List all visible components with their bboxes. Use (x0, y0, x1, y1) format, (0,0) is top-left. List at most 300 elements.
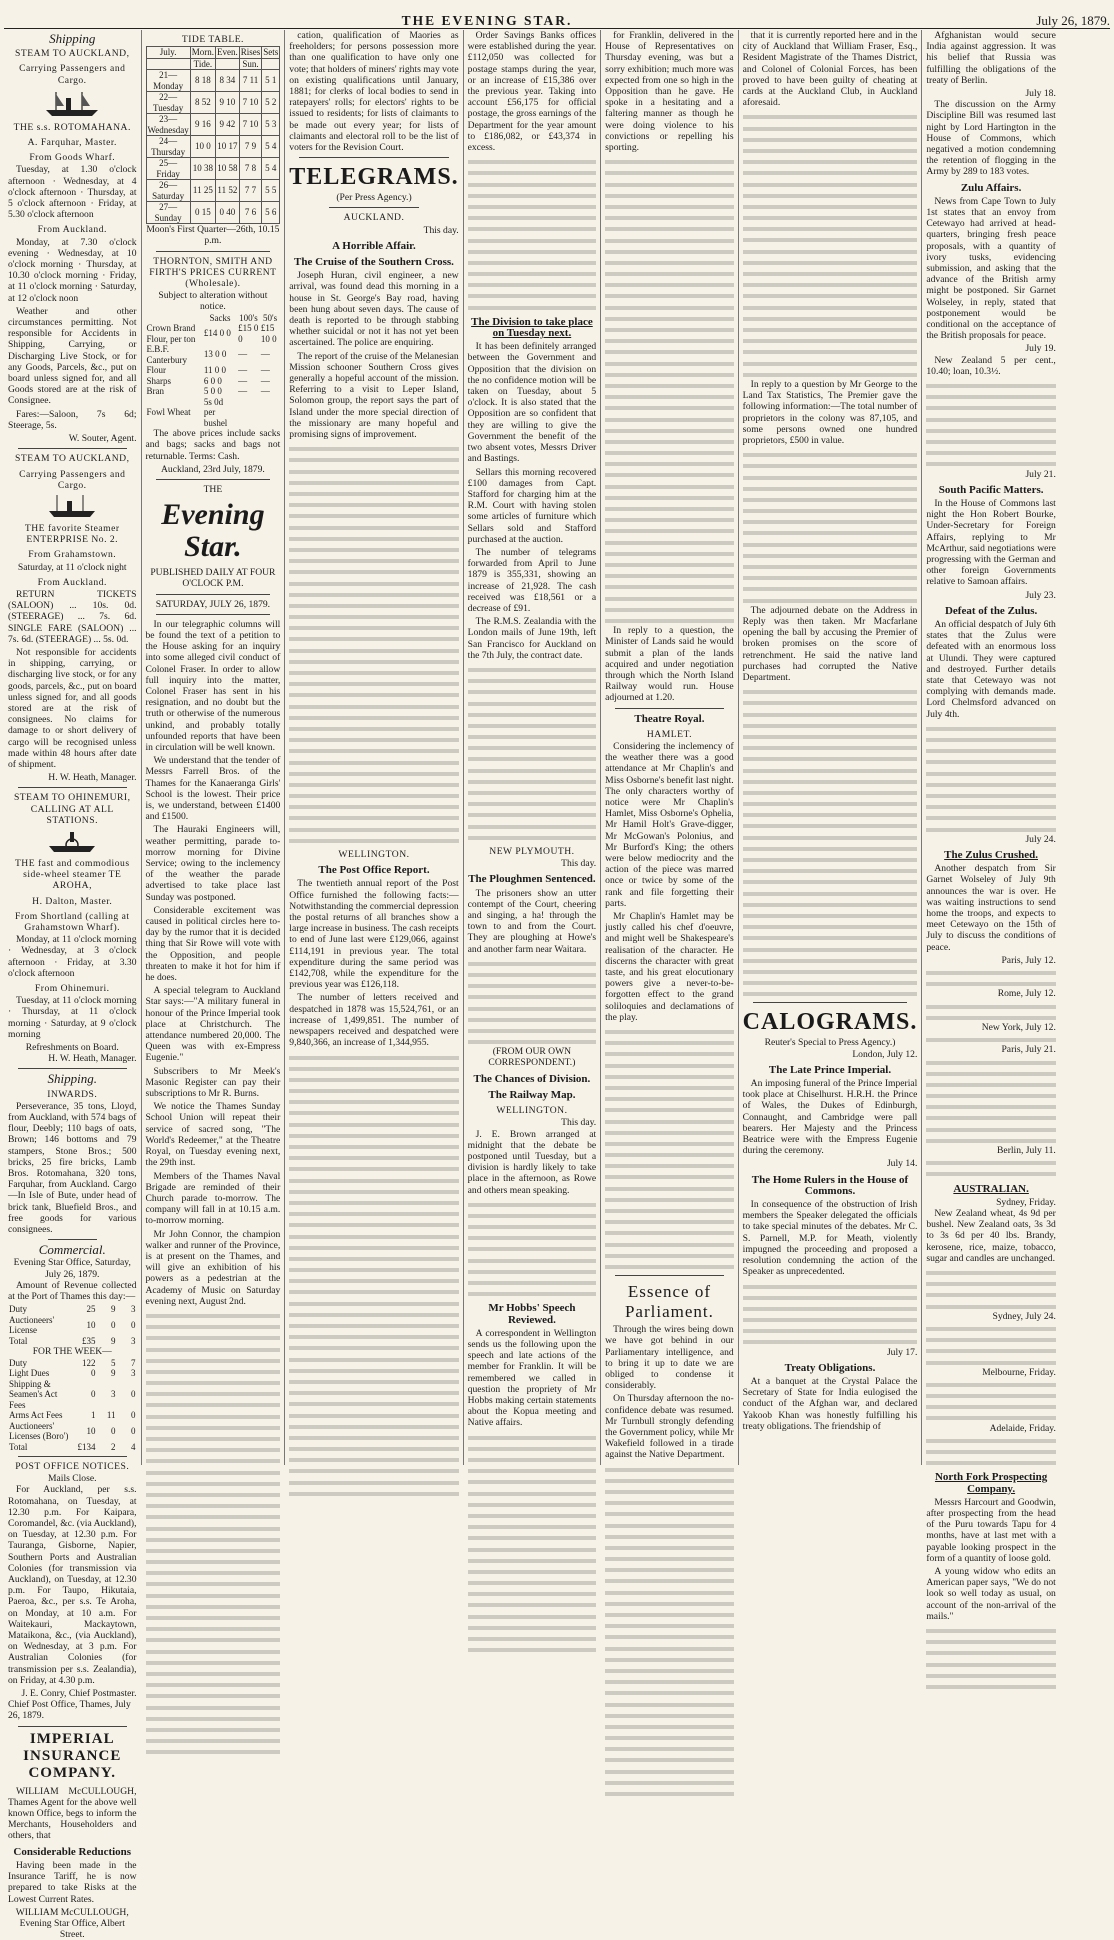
text-line (289, 733, 458, 744)
moon-phase: Moon's First Quarter—26th, 10.15 p.m. (146, 224, 280, 247)
text-line (926, 1646, 1056, 1657)
divider (753, 1002, 908, 1003)
text-line (926, 1056, 1056, 1067)
prices-row (146, 365, 281, 376)
text-line (289, 1487, 458, 1498)
text-line (468, 1487, 597, 1498)
text-line (605, 502, 734, 513)
text-line (289, 744, 458, 755)
text-line (289, 487, 458, 498)
theatre-royal-heading: Theatre Royal. (634, 712, 705, 725)
prices-cell: £15 10 0 (260, 323, 277, 344)
chances-heading: The Chances of Division. (473, 1072, 591, 1085)
calograms-heading: CALOGRAMS. (742, 1009, 918, 1036)
text-line (146, 1723, 281, 1734)
rotomahana-note: Weather and other circumstances permitting. Not responsible for Accidents in Shipping, Carrying, or Discharging Live Stock, or for any Goods, Parcels, &c., put on board unless signed for, and all Goods stored are at the risk of Consignee. (8, 305, 137, 407)
text-line (743, 730, 918, 741)
revenue-amount: 2 (111, 1441, 116, 1452)
text-line (926, 1089, 1056, 1100)
text-line (605, 1675, 734, 1686)
text-line (289, 1319, 458, 1330)
text-line (146, 1544, 281, 1555)
text-line (289, 554, 458, 565)
article-paragraph: On Thursday afternoon the no-confidence debate was resumed. Mr Turnbull strongly defending the Government policy, while Mr Wakefield followed in a tirade against the Native Department. (605, 1393, 734, 1461)
article-paragraph: It has been definitely arranged between the Government and Opposition that the division on the no confidence motion will be taken on Tuesday, about 5 o'clock. It is also stated that the Opposition are so confident that they are willing to give the Government the benefit of the two absent votes, Messrs Driver and Bastings. (467, 341, 597, 465)
dateline-rome: Rome, July 12. (997, 988, 1056, 1000)
revenue-table-week (8, 1358, 137, 1453)
dateline-sydney: Sydney, Friday. (996, 1196, 1056, 1208)
tide-cell: 7 11 (239, 70, 262, 92)
text-line (926, 1322, 1056, 1333)
text-line (605, 178, 734, 189)
tide-column-header: Morn. (191, 47, 215, 58)
revenue-row (8, 1421, 137, 1442)
prices-table (146, 313, 281, 429)
prices-column-header: 50's (262, 312, 278, 323)
text-line (146, 1667, 281, 1678)
revenue-row (8, 1358, 137, 1369)
illegible-text-block (468, 1431, 597, 1655)
illegible-text-block (926, 1156, 1056, 1178)
text-line (605, 524, 734, 535)
text-line (146, 1589, 281, 1600)
text-line (926, 1344, 1056, 1355)
text-line (605, 1630, 734, 1641)
article-paragraph: News from Cape Town to July 1st states that an envoy from Cetewayo had arrived at head-quarters, bringing fresh peace proposals, with a quantity of ivory tusks, evidencing submission, and asking that the advance of the British army might be postponed. Sir Garnet Wolseley, in reply, stated that postponement would be conditional on the acceptance of the British proposals for peace. (926, 195, 1056, 342)
leader-paragraph: In our telegraphic columns will be found the text of a petition to the House asking for an inquiry into some alleged civil conduct of Colonel Fraser. In order to allow full inquiry into the matter, Colonel Fraser has sent in his resignation, and no doubt but the truth or otherwise of the numerous unkind, and probably totally unfounded reports that have been in circulation will be well known. (145, 618, 281, 753)
text-line (605, 1025, 734, 1036)
revenue-amount: 122 (82, 1357, 96, 1368)
text-line (146, 1622, 281, 1633)
text-line (468, 200, 597, 211)
text-line (926, 1635, 1056, 1646)
leader-paragraph: Considerable excitement was caused in political circles here to-day by the rumor that it is decided thing that Sir Rowe will vote with the Opposition, and people threaten to make it hot for him if he does. (145, 904, 281, 984)
divider (18, 448, 127, 449)
text-line (926, 966, 1056, 977)
illegible-text-block (605, 155, 734, 625)
text-line (743, 582, 918, 593)
text-line (605, 1226, 734, 1237)
steamship-icon (45, 493, 99, 519)
divider (299, 157, 448, 158)
defeat-zulus-heading: Defeat of the Zulus. (944, 604, 1038, 617)
text-line (926, 800, 1056, 811)
enterprise-from-g: From Grahamstown. (28, 549, 117, 561)
illegible-text-block (468, 663, 597, 842)
imperial-address: Evening Star Office, Albert Street. (19, 1917, 125, 1940)
text-line (289, 1084, 458, 1095)
revenue-amount: £134 (77, 1441, 96, 1452)
text-line (146, 1633, 281, 1644)
illegible-text-block (605, 1463, 734, 1799)
prices-column-header (146, 313, 203, 324)
text-line (605, 457, 734, 468)
text-line (468, 957, 597, 968)
text-line (605, 580, 734, 591)
text-line (605, 1463, 734, 1474)
text-line (743, 345, 918, 356)
text-line (743, 312, 918, 323)
this-day-label: This day. (561, 858, 597, 870)
text-line (605, 1530, 734, 1541)
text-line (289, 834, 458, 845)
text-line (605, 1586, 734, 1597)
south-pacific-heading: South Pacific Matters. (938, 483, 1044, 496)
text-line (605, 491, 734, 502)
prices-row (146, 376, 281, 387)
text-line (605, 357, 734, 368)
text-line (605, 312, 734, 323)
revenue-amount: 3 (131, 1368, 136, 1378)
rotomahana-schedule-2: Monday, at 7.30 o'clock evening · Wednesday, at 10 o'clock morning · Thursday, at 10.30 o'clock morning · Friday, at 11 o'clock morning · Saturday, at 12 o'clock noon (8, 236, 137, 304)
tide-column-header: Sets (263, 47, 279, 58)
divider (156, 614, 271, 615)
text-line (926, 1389, 1056, 1400)
text-line (605, 234, 734, 245)
text-line (605, 1731, 734, 1742)
text-line (289, 521, 458, 532)
text-line (289, 577, 458, 588)
text-line (743, 842, 918, 853)
revenue-intro: Amount of Revenue collected at the Port of Thames this day:— (8, 1279, 137, 1303)
text-line (605, 301, 734, 312)
hobbs-heading: Mr Hobbs' Speech Reviewed. (488, 1302, 576, 1326)
text-line (146, 1354, 281, 1365)
ohinemuri-schedule-2: Tuesday, at 11 o'clock morning · Thursday, at 11 o'clock morning · Saturday, at 9 o'clock morning (8, 995, 137, 1040)
leader-paragraph: We notice the Thames Sunday School Union will repeat their service of sacred song, "The World's Redeemer," at the Theatre Royal, on Tuesday evening next, the 29th inst. (145, 1101, 281, 1169)
text-line (743, 211, 918, 222)
text-line (743, 685, 918, 696)
text-line (146, 1600, 281, 1611)
own-correspondent-credit: (FROM OUR OWN CORRESPONDENT.) (488, 1046, 576, 1069)
text-line (743, 1335, 918, 1346)
text-line (743, 323, 918, 334)
prices-current-subheading: Subject to alteration without notice. (158, 290, 268, 313)
text-line (605, 278, 734, 289)
text-line (289, 823, 458, 834)
text-line (468, 189, 597, 200)
text-line (743, 1291, 918, 1302)
text-line (605, 1709, 734, 1720)
text-line (289, 610, 458, 621)
illegible-text-block (743, 685, 918, 998)
text-line (743, 526, 918, 537)
article-paragraph: The discussion on the Army Discipline Bill was resumed last night by Lord Hartington in the House of Commons, which negatived a motion condemning the retention of flogging in the Army by 289 to 183 votes. (926, 99, 1056, 178)
text-line (289, 1409, 458, 1420)
text-line (605, 1619, 734, 1630)
revenue-amount: 1 (91, 1410, 96, 1420)
text-line (468, 1220, 597, 1231)
text-line (743, 741, 918, 752)
text-line (605, 1260, 734, 1271)
tide-cell: 8 52 (190, 92, 215, 114)
text-line (146, 1343, 281, 1354)
page-header (4, 4, 1110, 29)
text-line (289, 599, 458, 610)
text-line (605, 1204, 734, 1215)
commercial-heading: Commercial. (38, 1242, 106, 1258)
text-line (743, 368, 918, 379)
text-line (926, 1456, 1056, 1467)
post-office-signature: J. E. Conry, Chief Postmaster. (21, 1688, 137, 1700)
text-line (926, 457, 1056, 468)
illegible-text-block (468, 1198, 597, 1299)
tide-cell: 7 9 (239, 136, 262, 158)
prices-cell: E.B.F. Canterbury (146, 344, 187, 365)
article-paragraph: The report of the cruise of the Melanesian Mission schooner Southern Cross gives generally a hopeful account of the mission. Referring to a visit to Leper Island, Solomon group, the report says the part of Island under the more special direction of the missionary are many hopeful and promising signs of improvement. (289, 350, 459, 441)
text-line (743, 189, 918, 200)
dateline-adelaide: Adelaide, Friday. (989, 1422, 1056, 1434)
text-line (146, 1466, 281, 1477)
text-line (926, 1624, 1056, 1635)
tide-cell: 10 38 (190, 158, 215, 180)
text-line (605, 1664, 734, 1675)
tide-cell: 0 15 (190, 202, 215, 224)
text-line (926, 1111, 1056, 1122)
text-line (468, 1587, 597, 1598)
text-line (743, 233, 918, 244)
article-paragraph: Mr Chaplin's Hamlet may be justly called his chef d'oeuvre, and might well be Shakespeare's realisation of the character. He discerns the character with great taste, and his great elocutionary powers give a never-to-be-forgotten effect to the grand soliloquies and declamations of the play. (605, 910, 734, 1023)
text-line (926, 1033, 1056, 1044)
text-line (289, 1420, 458, 1431)
text-line (926, 1123, 1056, 1134)
post-office-report-heading: The Post Office Report. (318, 864, 430, 877)
text-line (605, 1170, 734, 1181)
illegible-text-block (926, 379, 1056, 469)
column-6 (739, 30, 923, 1465)
text-line (926, 1434, 1056, 1445)
revenue-label: Duty (9, 1357, 27, 1368)
prices-column-header: 100's (239, 312, 258, 323)
post-office-subheading: Mails Close. (47, 1473, 97, 1485)
text-line (146, 1701, 281, 1712)
illegible-text-block (926, 1378, 1056, 1423)
prices-row (146, 386, 281, 397)
text-line (289, 1118, 458, 1129)
home-rulers-heading: The Home Rulers in the House of Commons. (751, 1173, 909, 1197)
text-line (146, 1645, 281, 1656)
article-paragraph: The adjourned debate on the Address in Reply was then taken. Mr Macfarlane opening the ball by accusing the Premier of broken promises on the score of retrenchment. He said the native land purchases had corrupted the Native Department. (742, 604, 918, 683)
text-line (468, 1498, 597, 1509)
tide-cell: 10 58 (216, 158, 240, 180)
prices-cell: 11 0 0 (203, 365, 226, 376)
text-line (289, 722, 458, 733)
revenue-label: Total (9, 1335, 28, 1346)
illegible-text-block (468, 957, 597, 1047)
article-paragraph: An imposing funeral of the Prince Imperial took place at Chiselhurst. H.R.H. the Prince of Wales, the Dukes of Edinburgh, Connaught, and Cambridge were pall bearers. Her Majesty and the Princess Beatrice were with the Empress Eugenie during the ceremony. (742, 1078, 918, 1157)
text-line (605, 1698, 734, 1709)
text-line (926, 722, 1056, 733)
text-line (605, 480, 734, 491)
text-line (605, 334, 734, 345)
dateline-paris: Paris, July 12. (1001, 954, 1056, 966)
text-line (468, 1254, 597, 1265)
text-line (605, 1115, 734, 1126)
rotomahana-master: A. Farquhar, Master. (27, 137, 117, 149)
text-line (926, 379, 1056, 390)
enterprise-note: Not responsible for accidents in shipping, carrying, or discharging live stock, or for any goods, parcels, &c., put on board unless signed for, and all goods stored are at the risk of consignees. No claims for damage to or short delivery of cargo will be recognised unless made within 48 hours after date of shipment. (8, 646, 137, 770)
leader-paragraph: Subscribers to Mr Meek's Masonic Register can pay their subscriptions to Mr R. Burns. (145, 1065, 281, 1100)
ohinemuri-refresh: Refreshments on Board. (25, 1042, 119, 1054)
dateline-july-24: July 24. (1025, 833, 1056, 845)
text-line (605, 592, 734, 603)
text-line (289, 1106, 458, 1117)
text-line (468, 1464, 597, 1475)
text-line (743, 122, 918, 133)
for-week-label: FOR THE WEEK— (32, 1346, 112, 1358)
article-paragraph: The R.M.S. Zealandia with the London mails of June 19th, left San Francisco for Auckland on the 7th July, the contract date. (467, 616, 597, 661)
prices-cell: Flour (146, 365, 167, 376)
text-line (926, 1167, 1056, 1178)
text-line (146, 1398, 281, 1409)
prices-cell: Crown Brand Flour, per ton (146, 323, 196, 344)
text-line (743, 504, 918, 515)
text-line (926, 811, 1056, 822)
text-line (289, 442, 458, 453)
text-line (926, 1680, 1056, 1691)
prices-cell: Fowl Wheat (146, 407, 191, 418)
text-line (743, 549, 918, 560)
text-line (605, 1552, 734, 1563)
text-line (289, 1308, 458, 1319)
tide-cell: 22—Tuesday (146, 92, 190, 114)
imperial-text: WILLIAM McCULLOUGH, Thames Agent for the above well known Office, begs to inform the Merchants, Householders and others, that (8, 1785, 137, 1842)
dateline-july-23: July 23. (1025, 589, 1056, 601)
text-line (743, 954, 918, 965)
text-line (468, 1598, 597, 1609)
dateline-wellington: WELLINGTON. (496, 1105, 568, 1117)
text-line (468, 786, 597, 797)
imperial-insurance-heading: IMPERIAL INSURANCE COMPANY. (23, 1730, 122, 1781)
enterprise-from-a: From Auckland. (37, 576, 107, 588)
north-fork-heading: North Fork Prospecting Company. (934, 1471, 1048, 1495)
text-line (289, 1476, 458, 1487)
text-line (289, 1051, 458, 1062)
article-paragraph: In reply to a question, the Minister of Lands said he would submit a plan of the lands acquired and under negotiation through which the North Island Railway would run. House adjourned at 1.20. (605, 625, 734, 704)
text-line (468, 741, 597, 752)
text-line (605, 211, 734, 222)
divider (329, 207, 418, 208)
prices-cell: — (238, 386, 248, 397)
text-line (289, 778, 458, 789)
text-line (605, 1047, 734, 1058)
text-line (926, 1669, 1056, 1680)
column-2 (142, 30, 286, 1465)
text-line (743, 976, 918, 987)
hamlet-heading: HAMLET. (646, 728, 692, 740)
text-line (743, 178, 918, 189)
rotomahana-schedule-1: Tuesday, at 1.30 o'clock afternoon · Wednesday, at 4 o'clock afternoon · Thursday, at 5 o'clock afternoon · Friday, at 5.30 o'clock afternoon (8, 164, 137, 221)
text-line (289, 621, 458, 632)
text-line (743, 245, 918, 256)
revenue-amount: 9 (111, 1304, 116, 1315)
prices-row (146, 323, 281, 344)
rotomahana-from-auckland: From Auckland. (37, 224, 107, 236)
tide-column-subheader (262, 58, 280, 70)
revenue-amount: 0 (91, 1368, 96, 1378)
text-line (468, 674, 597, 685)
cruise-heading: The Cruise of the Southern Cross. (294, 256, 454, 269)
text-line (926, 401, 1056, 412)
tide-row (146, 202, 280, 224)
text-line (743, 808, 918, 819)
paper-name: THE EVENING STAR. (401, 12, 573, 28)
revenue-label: Shipping & Seamen's Act Fees (9, 1378, 58, 1410)
text-line (468, 1632, 597, 1643)
shipping-section-heading: Shipping. (47, 1071, 97, 1087)
inwards-heading: INWARDS. (47, 1088, 98, 1100)
tide-cell: 5 4 (262, 136, 280, 158)
revenue-amount: 0 (111, 1425, 116, 1436)
text-line (468, 1265, 597, 1276)
text-line (605, 245, 734, 256)
ohinemuri-agent: H. W. Heath, Manager. (48, 1053, 137, 1065)
imperial-signature: WILLIAM McCULLOUGH, (15, 1906, 129, 1918)
illegible-text-block (926, 1434, 1056, 1468)
text-line (146, 1734, 281, 1745)
text-line (743, 166, 918, 177)
prices-row (146, 397, 281, 429)
text-line (289, 1230, 458, 1241)
text-line (468, 1013, 597, 1024)
rotomahana-fares: Fares:—Saloon, 7s 6d; Steerage, 5s. (8, 408, 137, 431)
text-line (926, 435, 1056, 446)
text-line (605, 289, 734, 300)
revenue-total-row (8, 1442, 137, 1453)
text-line (605, 1059, 734, 1070)
text-line (743, 594, 918, 605)
article-paragraph: Through the wires being down we have got behind in our Parliamentary intelligence, and to bring it up to date we are obliged to condense it considerably. (605, 1324, 734, 1392)
text-line (926, 1100, 1056, 1111)
text-line (289, 1140, 458, 1151)
tide-column-subheader: Tide. (190, 58, 215, 70)
text-line (605, 1159, 734, 1170)
column-5 (601, 30, 739, 1465)
illegible-text-block (743, 448, 918, 605)
enterprise-fares: RETURN TICKETS (SALOON) ... 10s. 0d. (STEERAGE) ... 7s. 6d. SINGLE FARE (SALOON) ... 7s. 6d. (STEERAGE) ... 5s. 0d. (8, 588, 137, 645)
shipping-heading: Shipping (49, 31, 96, 46)
text-line (605, 424, 734, 435)
prices-cell: — (260, 386, 270, 397)
text-line (289, 465, 458, 476)
tide-column-subheader (146, 58, 190, 70)
text-line (605, 1507, 734, 1518)
text-line (468, 990, 597, 1001)
leader-paragraph: Mr John Connor, the champion walker and runner of the Province, is at present on the Thames, and will give an exhibition of his powers as a pedestrian at the Academy of Music on Saturday evening next, August 2nd. (145, 1228, 281, 1307)
text-line (468, 797, 597, 808)
text-line (926, 755, 1056, 766)
text-line (605, 1653, 734, 1664)
revenue-row (8, 1315, 137, 1336)
text-line (146, 1745, 281, 1756)
text-line (468, 1276, 597, 1287)
revenue-row (8, 1368, 137, 1379)
revenue-amount: 9 (111, 1368, 116, 1378)
text-line (743, 1313, 918, 1324)
text-line (926, 1134, 1056, 1145)
text-line (468, 1520, 597, 1531)
text-line (605, 1036, 734, 1047)
text-line (743, 334, 918, 345)
text-line (743, 875, 918, 886)
text-line (146, 1365, 281, 1376)
text-line (468, 1231, 597, 1242)
prince-imperial-heading: The Late Prince Imperial. (768, 1063, 892, 1076)
prices-cell: £15 0 0 (238, 323, 259, 344)
enterprise-saturday: Saturday, at 11 o'clock night (17, 561, 127, 573)
text-line (468, 278, 597, 289)
revenue-label: Duty (9, 1304, 27, 1315)
